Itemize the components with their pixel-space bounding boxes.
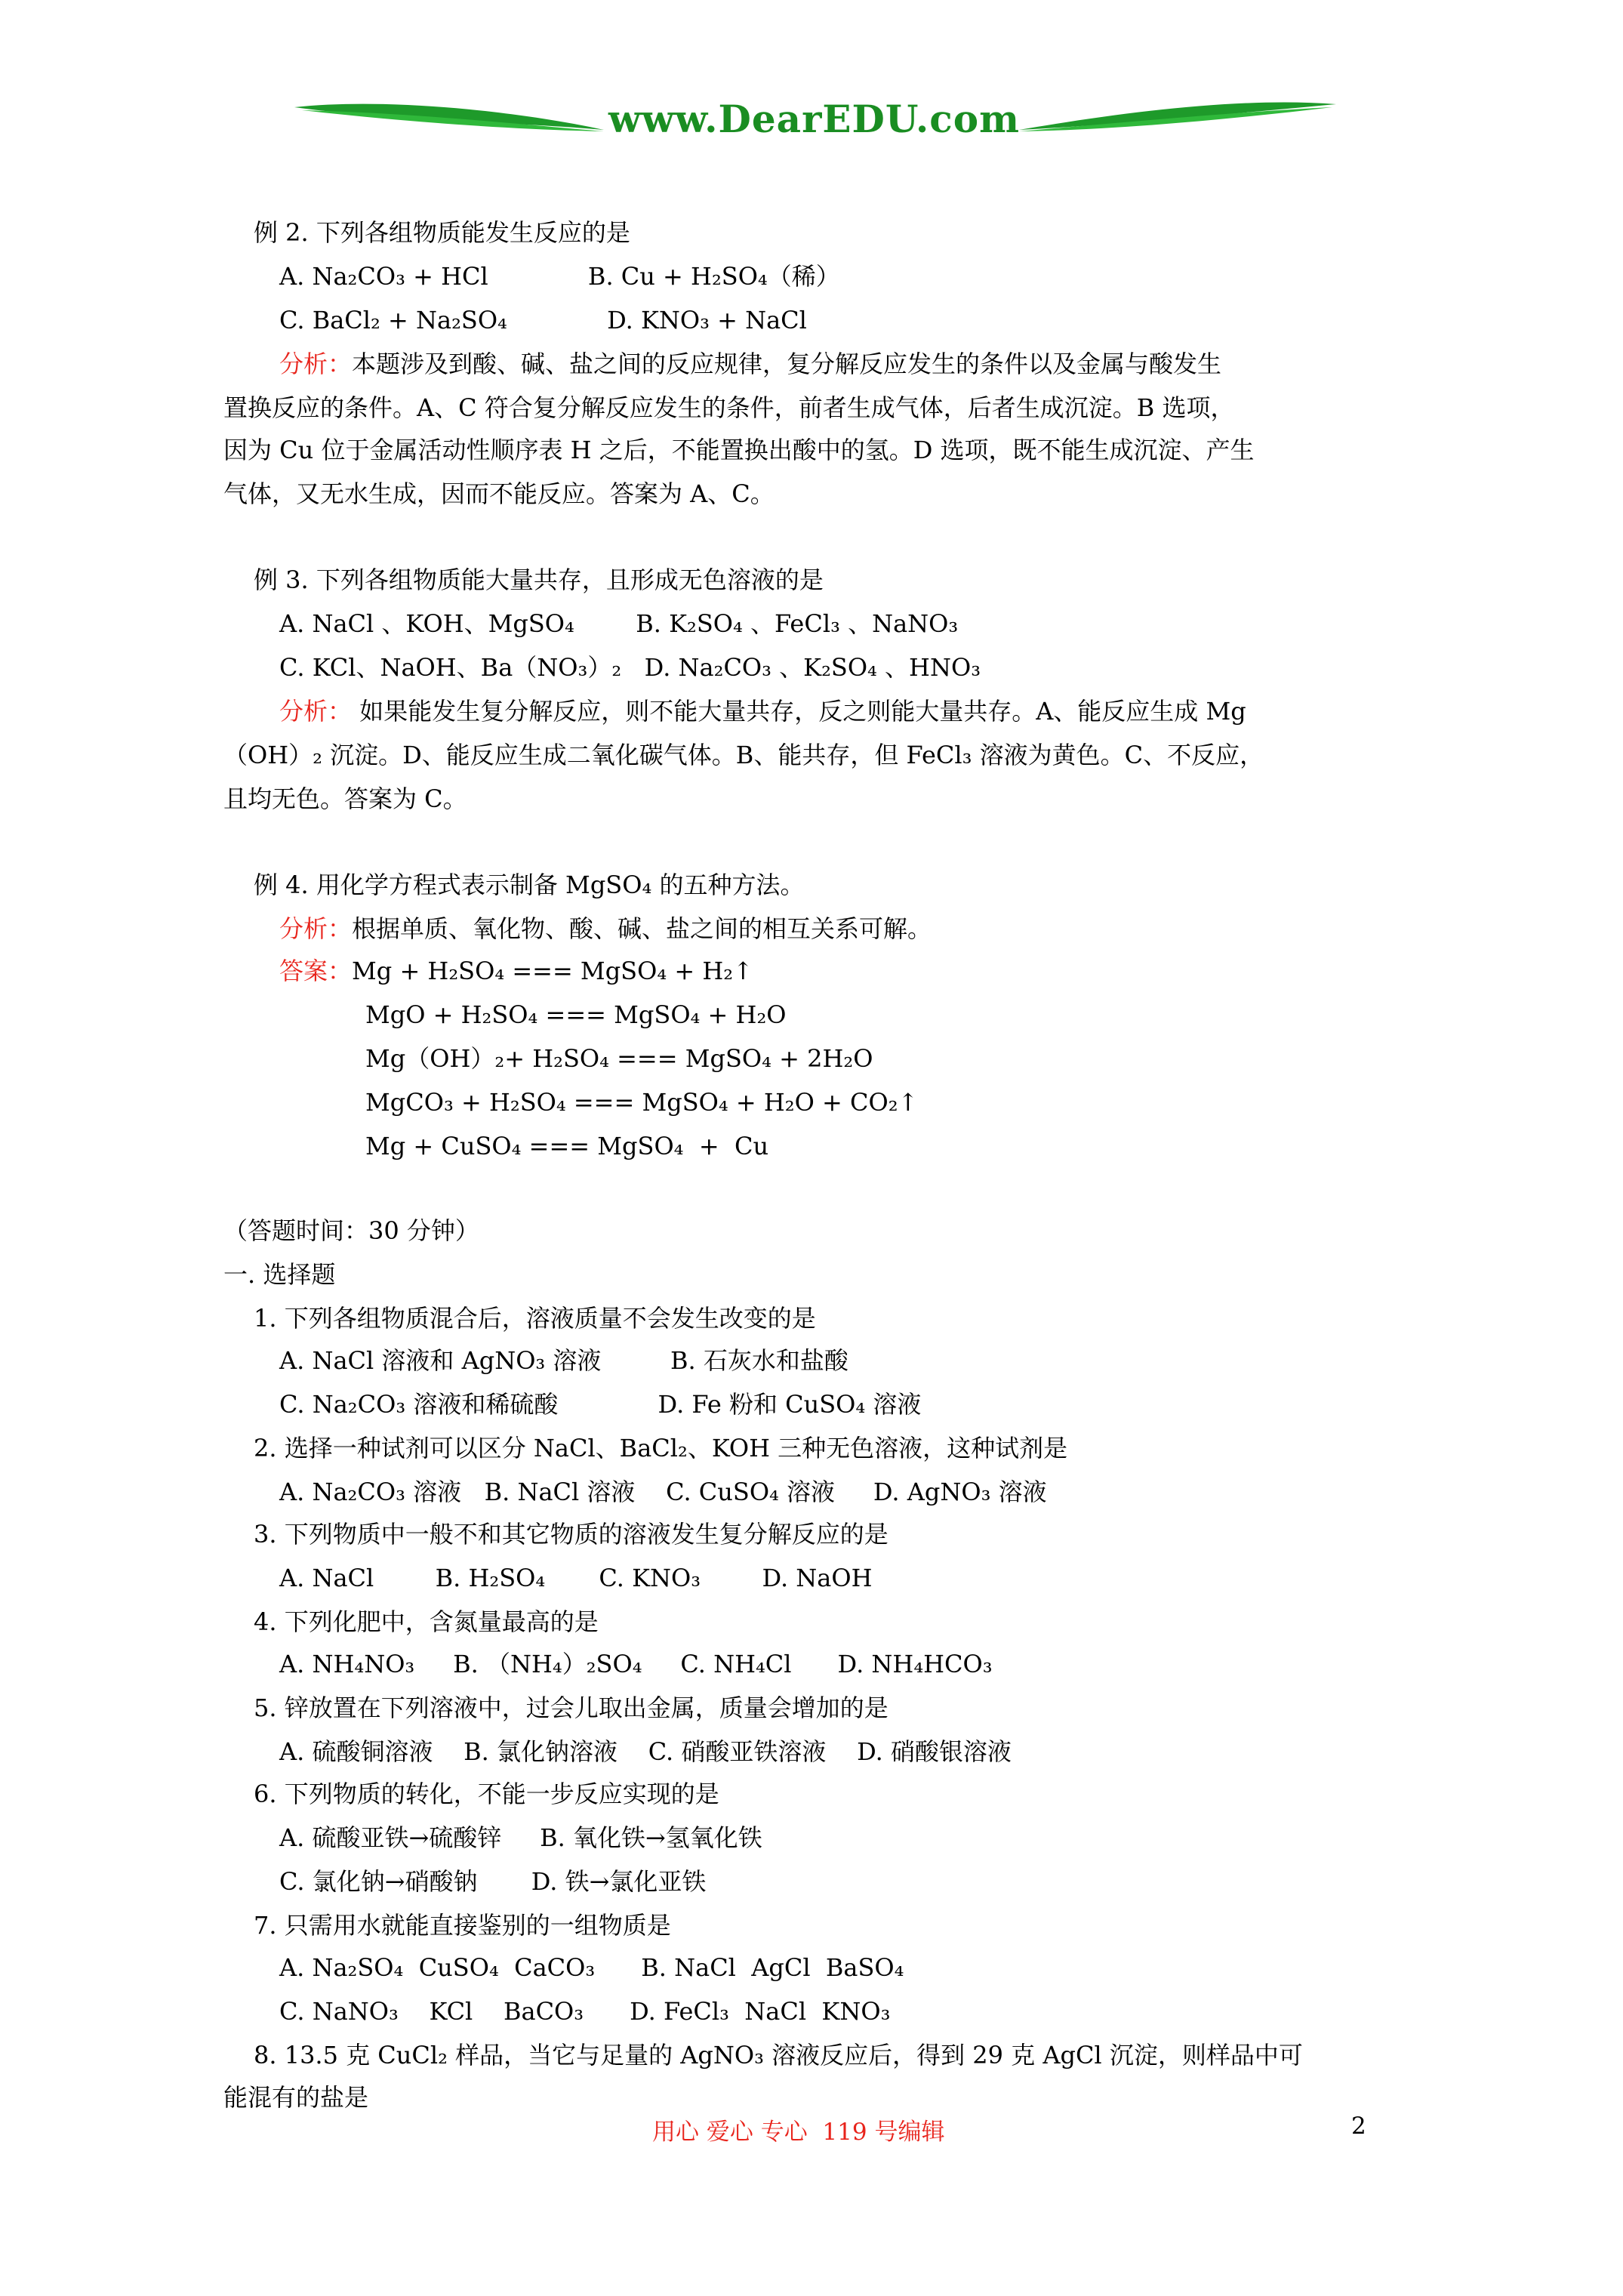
line-text: 本题涉及到酸、碱、盐之间的反应规律，复分解反应发生的条件以及金属与酸发生 — [352, 350, 1222, 378]
text-line: 置换反应的条件。A、C 符合复分解反应发生的条件，前者生成气体，后者生成沉淀。B 选项， — [223, 393, 1235, 422]
text-line: 且均无色。答案为 C。 — [223, 784, 467, 813]
text-line: A. NaCl 、KOH、MgSO₄ B. K₂SO₄ 、FeCl₃ 、NaNO₃ — [279, 609, 959, 638]
text-line: （答题时间：30 分钟） — [223, 1216, 479, 1245]
text-line: A. 硫酸亚铁→硫酸锌 B. 氧化铁→氢氧化铁 — [279, 1823, 762, 1852]
text-line: 一. 选择题 — [223, 1260, 336, 1289]
text-line: 能混有的盐是 — [223, 2083, 369, 2112]
text-line: 6. 下列物质的转化，不能一步反应实现的是 — [254, 1780, 719, 1808]
text-line — [279, 349, 1221, 379]
text-line: A. Na₂SO₄ CuSO₄ CaCO₃ B. NaCl AgCl BaSO₄ — [279, 1953, 904, 1982]
text-line: 例 2. 下列各组物质能发生反应的是 — [254, 218, 630, 247]
text-line: 5. 锌放置在下列溶液中，过会儿取出金属，质量会增加的是 — [254, 1693, 888, 1722]
analysis-label: 分析： — [279, 350, 353, 378]
analysis-label: 分析： — [279, 697, 353, 726]
swoosh-banner-icon — [0, 0, 1623, 181]
text-line: 4. 下列化肥中，含氮量最高的是 — [254, 1607, 599, 1636]
site-logo-text: www.DearEDU.com — [608, 97, 1021, 141]
page-header — [0, 0, 1623, 181]
analysis-label: 分析： — [279, 914, 353, 943]
text-line — [279, 696, 1246, 726]
footer-slogan: 用心 爱心 专心 119 号编辑 — [652, 2119, 945, 2146]
text-line: 例 3. 下列各组物质能大量共存，且形成无色溶液的是 — [254, 566, 824, 594]
text-line: 2. 选择一种试剂可以区分 NaCl、BaCl₂、KOH 三种无色溶液，这种试剂是 — [254, 1434, 1068, 1462]
text-line: 3. 下列物质中一般不和其它物质的溶液发生复分解反应的是 — [254, 1520, 888, 1549]
text-line: （OH）₂ 沉淀。D、能反应生成二氧化碳气体。B、能共存，但 FeCl₃ 溶液为黄色。C、不反应， — [223, 741, 1264, 769]
page-number: 2 — [1351, 2113, 1366, 2140]
text-line: MgO + H₂SO₄ === MgSO₄ + H₂O — [365, 1000, 787, 1029]
text-line: C. BaCl₂ + Na₂SO₄ D. KNO₃ + NaCl — [279, 306, 807, 334]
text-line: C. 氯化钠→硝酸钠 D. 铁→氯化亚铁 — [279, 1867, 707, 1896]
text-line: A. NaCl B. H₂SO₄ C. KNO₃ D. NaOH — [279, 1564, 873, 1592]
text-line: 因为 Cu 位于金属活动性顺序表 H 之后，不能置换出酸中的氢。D 选项，既不能生成沉淀、产生 — [223, 436, 1255, 464]
text-line: A. Na₂CO₃ + HCl B. Cu + H₂SO₄（稀） — [279, 262, 840, 291]
line-text: 根据单质、氧化物、酸、碱、盐之间的相互关系可解。 — [352, 914, 932, 943]
text-line: A. NaCl 溶液和 AgNO₃ 溶液 B. 石灰水和盐酸 — [279, 1346, 848, 1375]
text-line: C. KCl、NaOH、Ba（NO₃）₂ D. Na₂CO₃ 、K₂SO₄ 、HNO₃ — [279, 653, 981, 682]
text-line: A. Na₂CO₃ 溶液 B. NaCl 溶液 C. CuSO₄ 溶液 D. AgNO₃ 溶液 — [279, 1478, 1047, 1506]
text-line: 7. 只需用水就能直接鉴别的一组物质是 — [254, 1911, 671, 1940]
text-line: 气体，又无水生成，因而不能反应。答案为 A、C。 — [223, 479, 775, 508]
analysis-label: 答案： — [279, 957, 353, 985]
text-line: Mg + CuSO₄ === MgSO₄ + Cu — [365, 1132, 769, 1160]
text-line: A. 硫酸铜溶液 B. 氯化钠溶液 C. 硝酸亚铁溶液 D. 硝酸银溶液 — [279, 1737, 1012, 1766]
text-line — [279, 914, 932, 944]
text-line: C. Na₂CO₃ 溶液和稀硫酸 D. Fe 粉和 CuSO₄ 溶液 — [279, 1390, 922, 1419]
text-line: 8. 13.5 克 CuCl₂ 样品，当它与足量的 AgNO₃ 溶液反应后，得到 29 克 AgCl 沉淀，则样品中可 — [254, 2041, 1303, 2069]
line-text: 如果能发生复分解反应，则不能大量共存，反之则能大量共存。A、能反应生成 Mg — [352, 697, 1246, 726]
text-line: 1. 下列各组物质混合后，溶液质量不会发生改变的是 — [254, 1304, 816, 1333]
text-line: Mg（OH）₂+ H₂SO₄ === MgSO₄ + 2H₂O — [365, 1044, 873, 1073]
text-line: A. NH₄NO₃ B. （NH₄）₂SO₄ C. NH₄Cl D. NH₄HCO₃ — [279, 1650, 993, 1678]
text-line: 例 4. 用化学方程式表示制备 MgSO₄ 的五种方法。 — [254, 871, 805, 899]
text-line — [279, 956, 753, 986]
line-text: Mg + H₂SO₄ === MgSO₄ + H₂↑ — [352, 957, 753, 985]
text-line: C. NaNO₃ KCl BaCO₃ D. FeCl₃ NaCl KNO₃ — [279, 1997, 891, 2026]
text-line: MgCO₃ + H₂SO₄ === MgSO₄ + H₂O + CO₂↑ — [365, 1088, 919, 1117]
